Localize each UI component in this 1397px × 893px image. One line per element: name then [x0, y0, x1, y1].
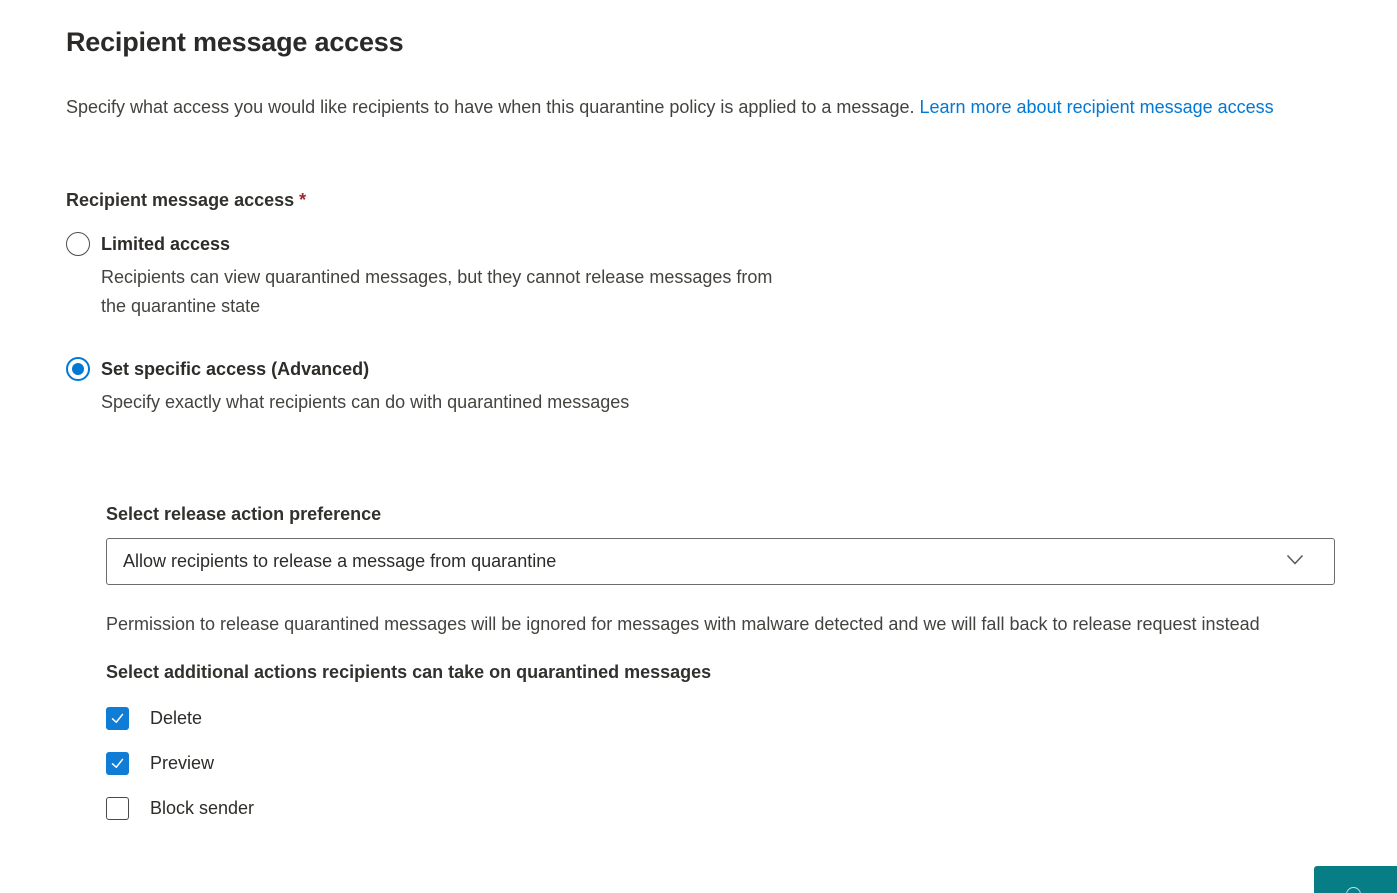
release-action-selected-value: Allow recipients to release a message from quarantine	[123, 551, 557, 571]
chevron-down-icon	[1286, 553, 1304, 571]
radio-option-description: Recipients can view quarantined messages, but they cannot release messages from the quarantine state	[101, 267, 773, 316]
checkbox-label: Preview	[150, 753, 215, 773]
radio-dot-icon	[72, 363, 84, 375]
radio-option-label: Limited access	[101, 233, 231, 254]
release-action-dropdown[interactable]	[106, 538, 1335, 585]
checkbox-label: Delete	[150, 708, 203, 728]
advanced-access-section	[106, 504, 1335, 820]
required-asterisk: *	[299, 190, 307, 210]
checkbox-icon[interactable]	[106, 752, 129, 775]
radio-row[interactable]	[66, 357, 1335, 381]
radio-row[interactable]	[66, 232, 1335, 256]
checkmark-icon	[110, 711, 125, 726]
additional-actions-checkbox-group	[106, 707, 1335, 820]
checkbox-icon[interactable]	[106, 707, 129, 730]
smiley-icon	[1346, 887, 1361, 893]
page-description	[66, 93, 1335, 121]
recipient-access-field-label: Recipient message access *	[66, 190, 307, 210]
feedback-button[interactable]	[1314, 866, 1397, 893]
radio-option-limited-access[interactable]	[66, 232, 1335, 321]
page-description-text: Specify what access you would like recipients to have when this quarantine policy is applied to a message.	[66, 97, 920, 117]
release-action-label: Select release action preference	[106, 504, 382, 524]
checkbox-row-block-sender[interactable]	[106, 797, 1335, 820]
checkmark-icon	[110, 756, 125, 771]
radio-option-set-specific-access[interactable]	[66, 357, 1335, 417]
checkbox-icon[interactable]	[106, 797, 129, 820]
radio-option-description: Specify exactly what recipients can do with quarantined messages	[101, 392, 630, 412]
radio-option-label: Set specific access (Advanced)	[101, 358, 370, 379]
checkbox-row-delete[interactable]	[106, 707, 1335, 730]
radio-button-icon[interactable]	[66, 357, 90, 381]
page-title: Recipient message access	[66, 27, 404, 57]
radio-button-icon[interactable]	[66, 232, 90, 256]
release-action-note: Permission to release quarantined messages will be ignored for messages with malware detected and we will fall back to release request instead	[106, 614, 1260, 634]
additional-actions-label: Select additional actions recipients can take on quarantined messages	[106, 662, 712, 682]
checkbox-label: Block sender	[150, 798, 255, 818]
checkbox-row-preview[interactable]	[106, 752, 1335, 775]
learn-more-link[interactable]: Learn more about recipient message access	[919, 97, 1274, 117]
recipient-access-radio-group	[66, 232, 1335, 417]
